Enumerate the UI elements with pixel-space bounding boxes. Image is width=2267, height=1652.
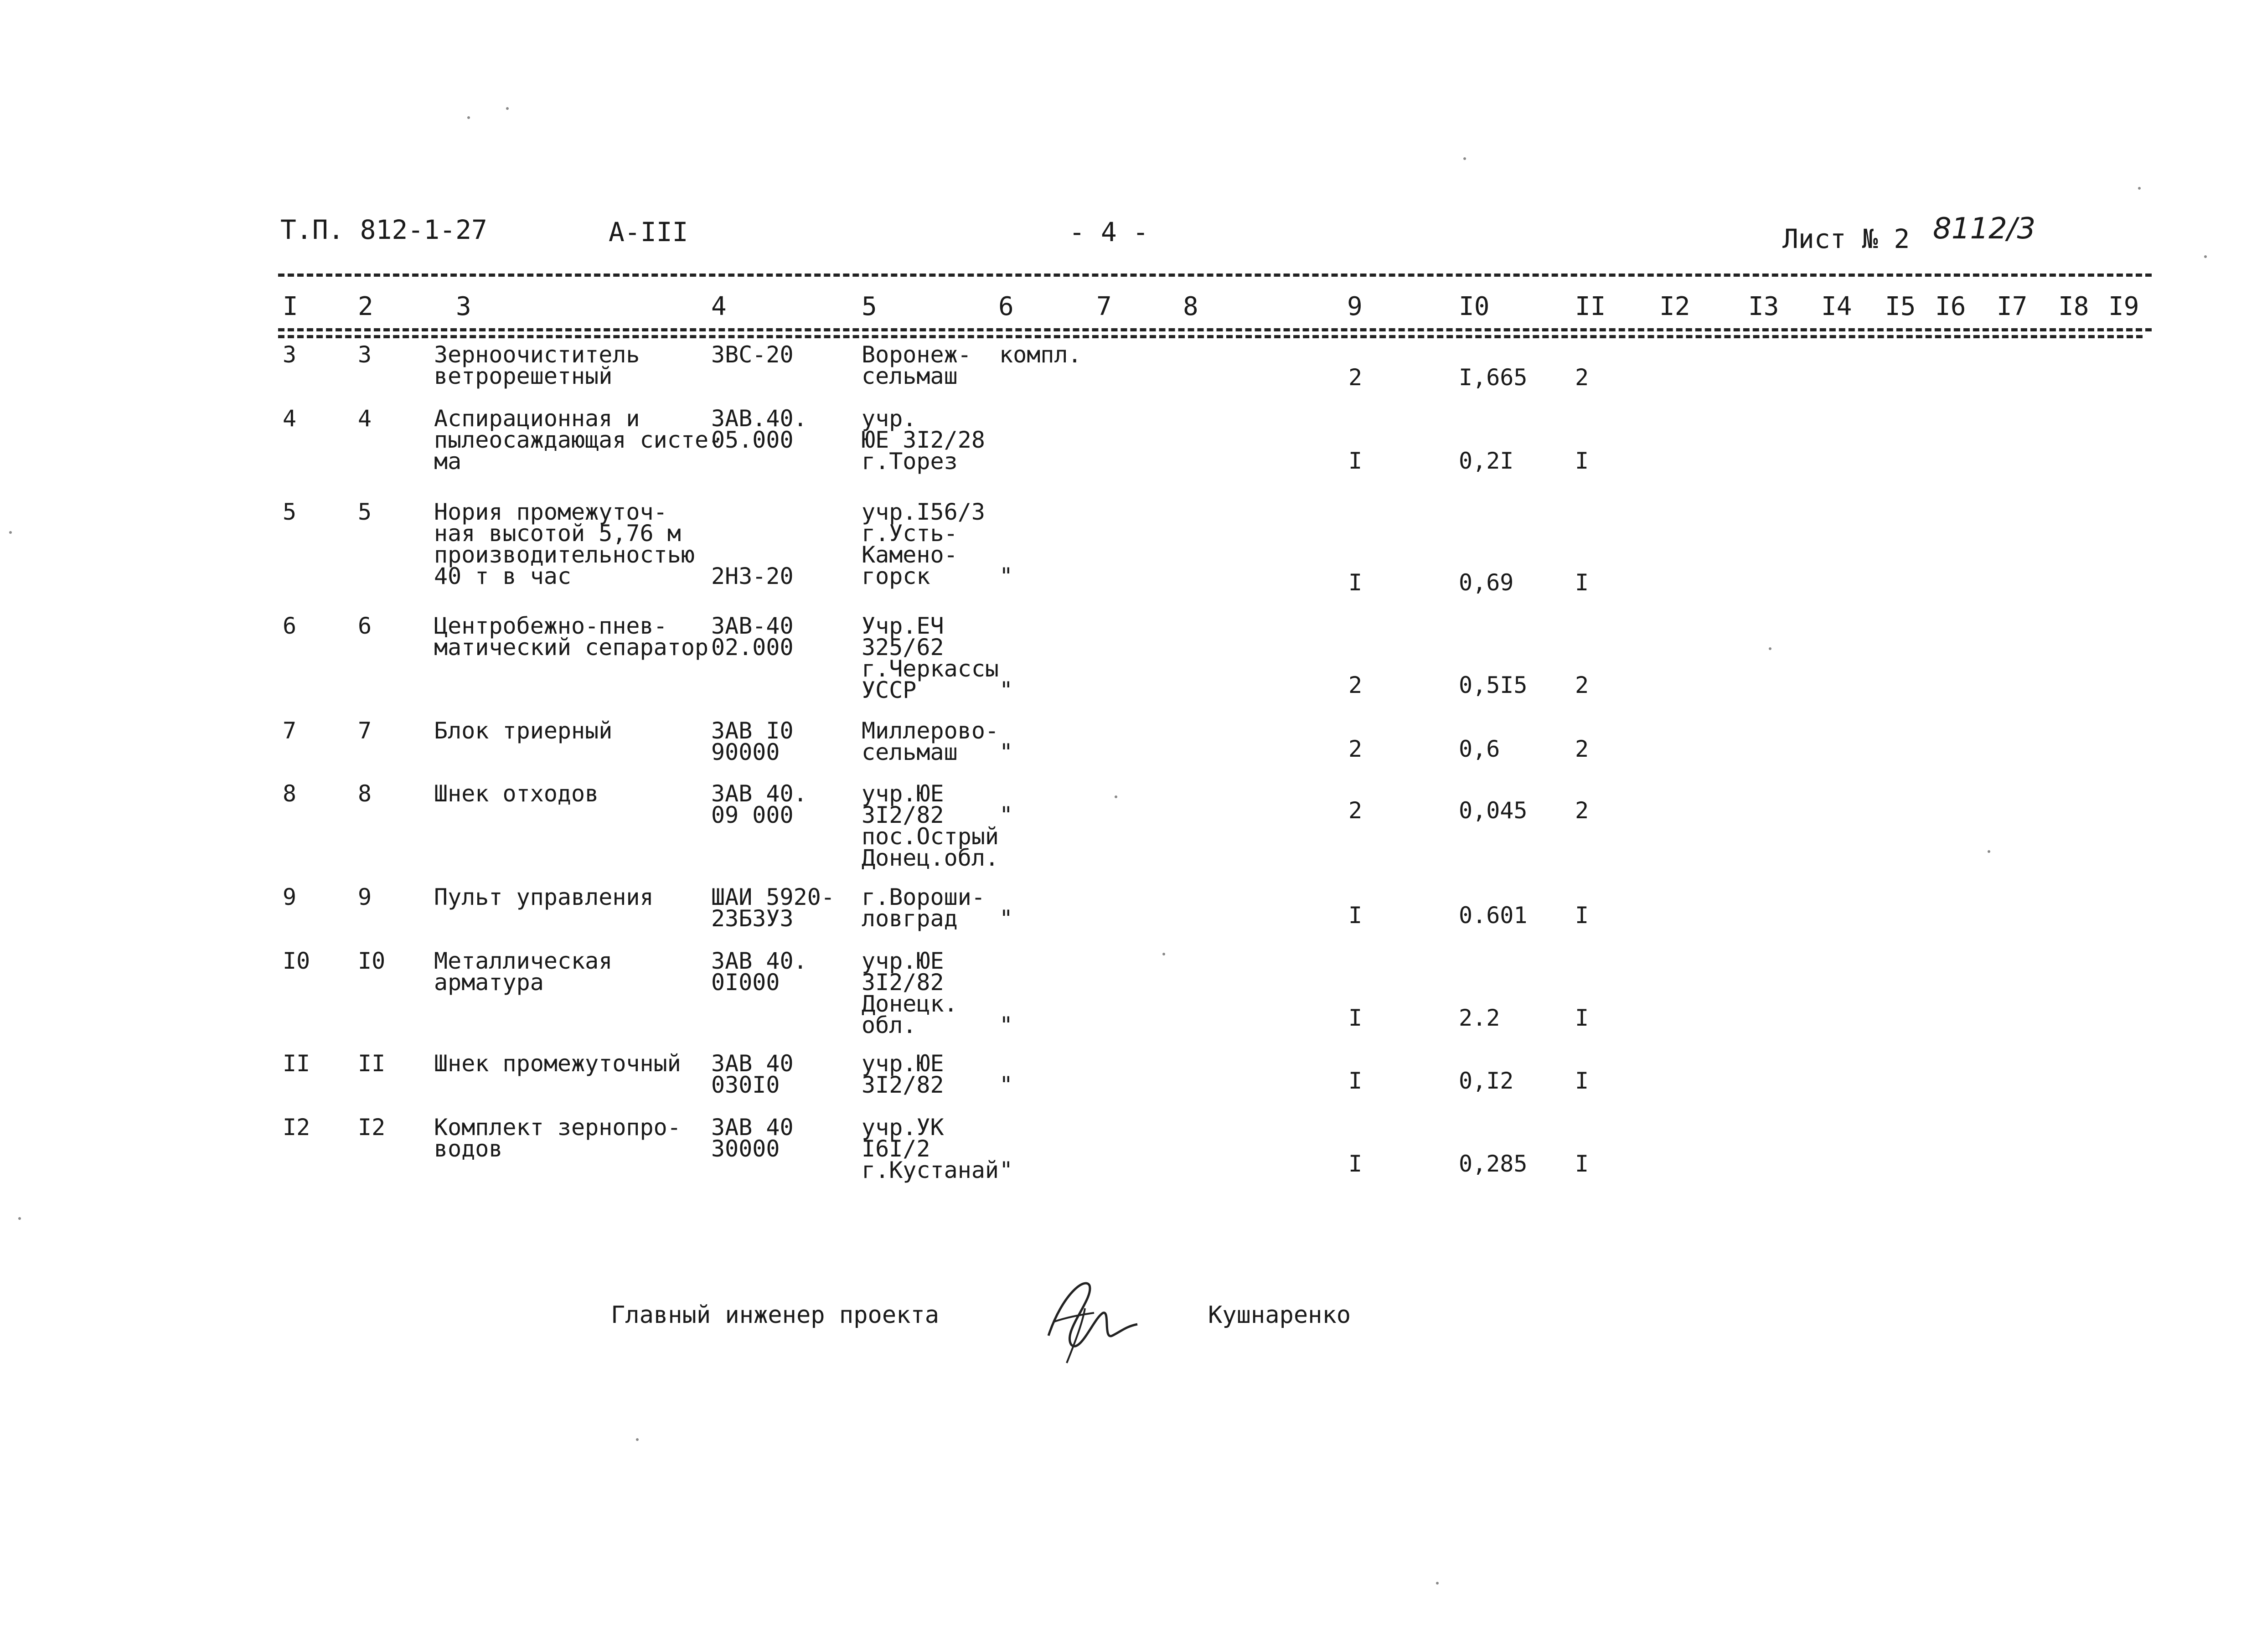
signature-mark [1035,1267,1140,1368]
equipment-name: Нория промежуточ- ная высотой 5,76 м производительностью 40 т в час [434,499,695,589]
quantity: I [1348,448,1363,474]
type-mark: ЗВС-20 [711,341,794,368]
type-mark: ЗАВ-40 02.000 [711,613,794,661]
column-number: I5 [1885,292,1916,321]
equipment-name: Шнек отходов [434,780,599,807]
column-number: 8 [1183,292,1198,321]
equipment-name: Блок триерный [434,718,613,744]
manufacturer: учр.УК I6I/2 г.Кустанай [862,1114,999,1183]
manufacturer: Воронеж- сельмаш [862,341,971,389]
unit: " [999,1072,1013,1098]
equipment-name: Металлическая арматура [434,948,613,996]
position-number: II [283,1050,310,1077]
count: I [1575,1068,1589,1094]
scan-speck [1769,647,1771,650]
scan-speck [1463,157,1466,160]
manufacturer: учр.I56/3 г.Усть- Камено- горск [862,499,985,589]
manufacturer: учр.ЮЕ 3I2/82 пос.Острый Донец.обл. [862,780,999,871]
equipment-name: Пульт управления [434,884,654,910]
scan-speck [1162,953,1165,955]
count: I [1575,569,1589,596]
type-mark: ЗАВ 40. 0I000 [711,948,807,996]
item-number: II [358,1050,386,1077]
position-number: I2 [283,1114,310,1141]
column-number: 7 [1096,292,1112,321]
item-number: I2 [358,1114,386,1141]
mass: 0,045 [1459,797,1528,824]
equipment-name: Зерноочиститель ветрорешетный [434,341,640,389]
unit: " [999,677,1013,703]
footer-name: Кушнаренко [1208,1301,1351,1329]
sheet-label: Лист № 2 [1782,223,1910,254]
column-number: II [1575,292,1606,321]
scan-speck [9,531,12,534]
manufacturer: г.Вороши- ловград [862,884,985,932]
position-number: 8 [283,780,297,807]
divider-top [278,274,2152,277]
page-number: - 4 - [1069,217,1149,248]
count: I [1575,1005,1589,1031]
type-mark: ШАИ 5920- 23БЗУЗ [711,884,835,932]
item-number: 6 [358,613,372,639]
scan-speck [1115,795,1117,798]
unit: " [999,563,1013,589]
column-number: 6 [998,292,1014,321]
count: 2 [1575,797,1589,824]
doc-code: Т.П. 812-1-27 [280,214,487,245]
column-number: I6 [1935,292,1966,321]
column-number: I4 [1821,292,1852,321]
column-number: 3 [456,292,471,321]
footer-position: Главный инженер проекта [611,1301,940,1329]
mass: 0,6 [1459,736,1500,762]
item-number: 5 [358,499,372,525]
scan-speck [506,107,509,110]
type-mark: ЗАВ I0 90000 [711,718,794,765]
mass: 2.2 [1459,1005,1500,1031]
unit: " [999,1157,1013,1183]
manufacturer: учр.ЮЕ 3I2/82 [862,1050,944,1098]
manufacturer: учр. ЮЕ 3I2/28 г.Торез [862,405,985,475]
column-number: 2 [358,292,373,321]
mass: 0,5I5 [1459,672,1528,698]
column-number: I0 [1459,292,1490,321]
mass: 0,69 [1459,569,1514,596]
album-code: А-III [609,217,688,248]
quantity: I [1348,569,1363,596]
unit: " [999,739,1013,765]
quantity: 2 [1348,797,1363,824]
position-number: I0 [283,948,310,974]
item-number: 8 [358,780,372,807]
quantity: I [1348,1151,1363,1177]
count: 2 [1575,736,1589,762]
equipment-name: Комплект зернопро- водов [434,1114,681,1162]
item-number: 9 [358,884,372,910]
handwritten-note: 8112/3 [1933,212,2036,246]
equipment-name: Шнек промежуточный [434,1050,681,1077]
position-number: 3 [283,341,297,368]
quantity: I [1348,1005,1363,1031]
scan-speck [18,1217,21,1220]
mass: 0.601 [1459,902,1528,929]
scan-speck [2138,187,2141,190]
count: 2 [1575,672,1589,698]
unit: " [999,905,1013,932]
type-mark: ЗАВ 40. 09 000 [711,780,807,828]
scan-speck [636,1438,639,1441]
column-number: I7 [1997,292,2028,321]
position-number: 6 [283,613,297,639]
count: I [1575,1151,1589,1177]
equipment-name: Центробежно-пнев- матический сепаратор [434,613,709,661]
count: I [1575,902,1589,929]
column-number: I2 [1659,292,1690,321]
type-mark: 2НЗ-20 [711,563,794,589]
mass: I,665 [1459,364,1528,391]
equipment-name: Аспирационная и пылеосаждающая систе- ма [434,405,723,475]
type-mark: ЗАВ 40 030I0 [711,1050,794,1098]
manufacturer: Миллерово- сельмаш [862,718,999,765]
count: I [1575,448,1589,474]
quantity: 2 [1348,736,1363,762]
column-number: I8 [2058,292,2089,321]
item-number: 3 [358,341,372,368]
position-number: 9 [283,884,297,910]
item-number: I0 [358,948,386,974]
unit: компл. [999,341,1082,368]
position-number: 4 [283,405,297,432]
scan-speck [1988,850,1990,853]
manufacturer: учр.ЮЕ 3I2/82 Донецк. обл. [862,948,958,1038]
scan-speck [2204,255,2207,258]
column-number: I [283,292,298,321]
type-mark: ЗАВ 40 30000 [711,1114,794,1162]
scan-speck [467,116,470,119]
scan-speck [1436,1582,1439,1585]
mass: 0,I2 [1459,1068,1514,1094]
column-number: 9 [1347,292,1363,321]
position-number: 7 [283,718,297,744]
item-number: 7 [358,718,372,744]
quantity: I [1348,1068,1363,1094]
type-mark: ЗАВ.40. 05.000 [711,405,807,453]
quantity: 2 [1348,672,1363,698]
column-number: I9 [2108,292,2139,321]
count: 2 [1575,364,1589,391]
column-number: 5 [862,292,877,321]
position-number: 5 [283,499,297,525]
mass: 0,2I [1459,448,1514,474]
item-number: 4 [358,405,372,432]
unit: " [999,1012,1013,1038]
column-number: I3 [1748,292,1779,321]
divider-header [278,328,2152,331]
unit: " [999,802,1013,828]
mass: 0,285 [1459,1151,1528,1177]
quantity: 2 [1348,364,1363,391]
divider-columns [278,335,2143,338]
manufacturer: Учр.ЕЧ 325/62 г.Черкассы УССР [862,613,999,703]
quantity: I [1348,902,1363,929]
column-number: 4 [711,292,727,321]
